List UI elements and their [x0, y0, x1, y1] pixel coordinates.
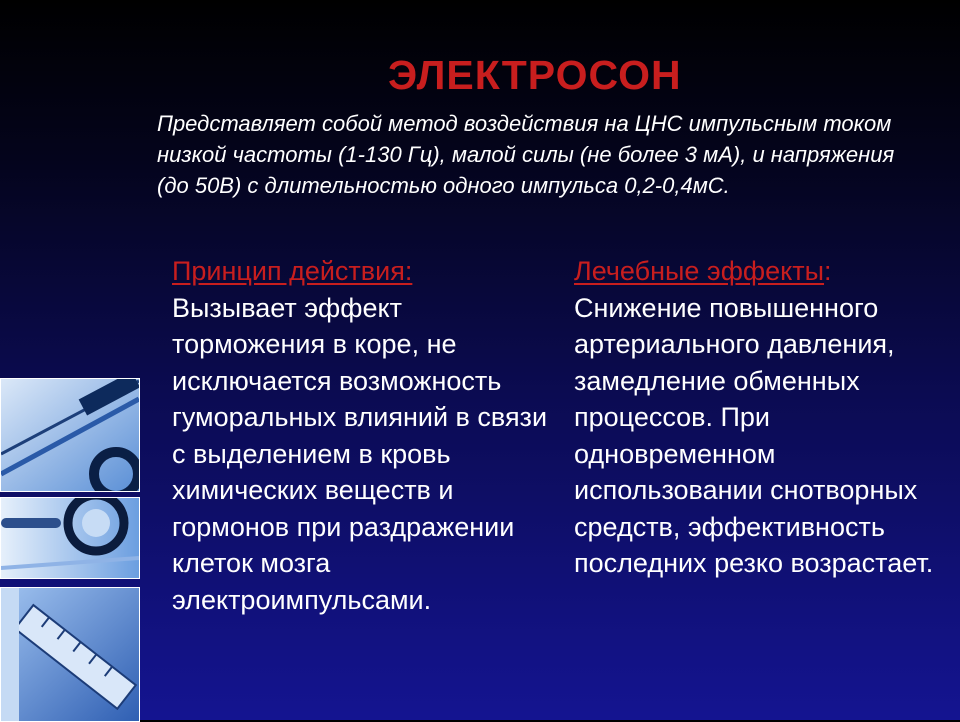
slide-title: ЭЛЕКТРОСОН	[388, 52, 682, 98]
intro-paragraph: Представляет собой метод воздействия на ЦНС импульсным током низкой частоты (1-130 Гц), малой силы (не более 3 мА), и напряжения (до 50В) с длительностью одного импульса 0,2-0,4мС.	[157, 111, 895, 198]
principle-text: Вызывает эффект торможения в коре, не исключается возможность гуморальных влияний в связи с выделением в кровь химических веществ и гормонов при раздражении клеток мозга электроимпульсами.	[172, 292, 548, 615]
medical-instruments-photo	[0, 378, 140, 492]
principle-heading: Принцип действия:	[172, 256, 413, 286]
principle-column	[172, 253, 550, 618]
effects-text: Снижение повышенного артериального давления, замедление обменных процессов. При одновременном использовании снотворных средств, эффективность последних резко возрастает.	[574, 292, 934, 578]
stethoscope-photo	[0, 497, 140, 579]
effects-heading-colon: :	[824, 256, 832, 286]
syringe-photo	[0, 587, 140, 722]
effects-heading: Лечебные эффекты	[574, 256, 825, 286]
effects-column	[574, 253, 949, 582]
